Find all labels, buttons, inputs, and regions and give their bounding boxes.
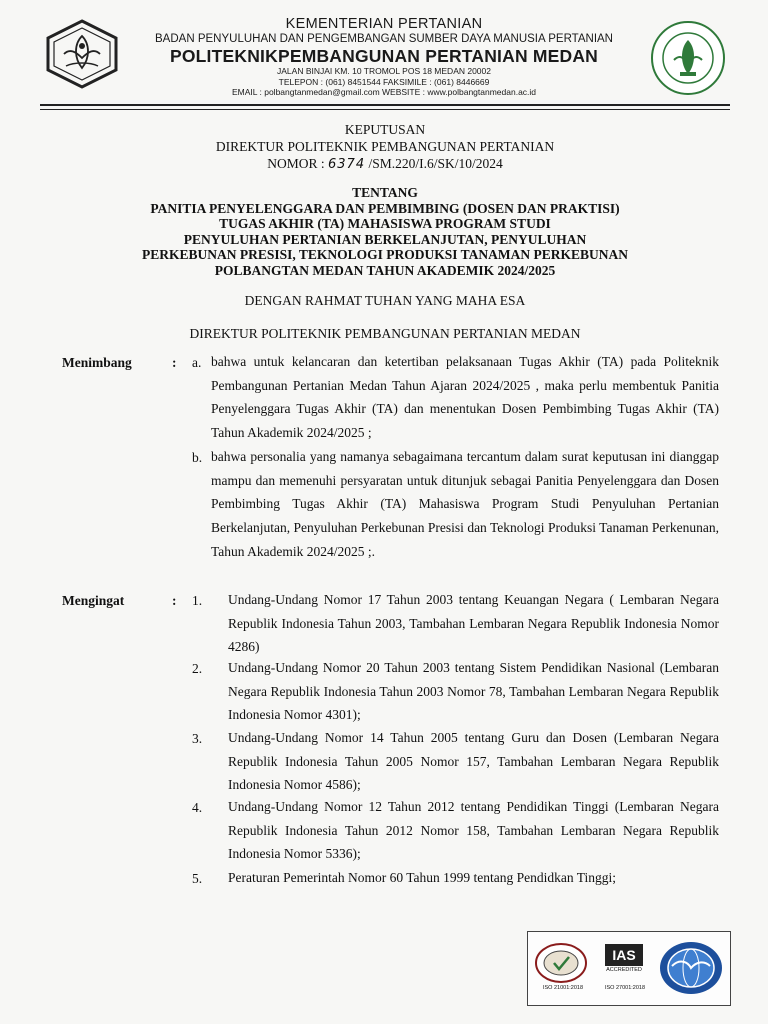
list-marker: 1. (192, 593, 203, 608)
letterhead (120, 16, 648, 98)
mengingat-colon: : (172, 593, 177, 608)
ias-caption: ISO 27001:2018 (604, 985, 646, 991)
list-marker: 5. (192, 871, 203, 886)
ministry-name: KEMENTERIAN PERTANIAN (285, 16, 483, 32)
list-marker: a. (192, 355, 202, 370)
title-line: TUGAS AKHIR (TA) MAHASISWA PROGRAM STUDI (219, 216, 551, 231)
email-website: EMAIL : polbangtanmedan@gmail.com WEBSITE : www.polbangtanmedan.ac.id (231, 87, 537, 97)
menimbang-item: bahwa personalia yang namanya sebagaimana tercantum dalam surat keputusan ini dianggap mampu dan memenuhi persyaratan untuk ditunjuk sebagai Panitia Penyelenggara dan Dosen Pembimbing Tugas Akhir (TA) Mahasiswa Program Studi Penyuluhan Pertanian Berkelanjutan, Penyuluhan Perkebunan Presisi dan Teknologi Produksi Tanaman Perkenunan, Tahun Akademik 2024/2025 ;. (211, 449, 719, 559)
ias-badge (605, 944, 643, 984)
list-marker: b. (192, 450, 203, 465)
institution-name: POLITEKNIKPEMBANGUNAN PERTANIAN MEDAN (169, 46, 599, 66)
blessing: DENGAN RAHMAT TUHAN YANG MAHA ESA (244, 293, 526, 308)
list-marker: 3. (192, 731, 203, 746)
title-line: PENYULUHAN PERTANIAN BERKELANJUTAN, PENYULUHAN (183, 231, 587, 247)
decree-number (60, 155, 710, 173)
mengingat-item: Undang-Undang Nomor 20 Tahun 2003 tentang Sistem Pendidikan Nasional (Lembaran Negara Republik Indonesia Tahun 2003 Nomor 78, Tambahan Lembaran Negara Republik Indonesia Nomor 4301); (228, 660, 719, 723)
polbangtan-seal (650, 20, 726, 96)
title-line: PANITIA PENYELENGGARA DAN PEMBIMBING (DOSEN DAN PRAKTISI) (150, 200, 620, 216)
number-suffix: /SM.220/I.6/SK/10/2024 (368, 156, 503, 171)
iso-badge (534, 942, 588, 984)
mengingat-item: Undang-Undang Nomor 14 Tahun 2005 tentang Guru dan Dosen (Lembaran Negara Republik Indonesia Tahun 2005 Nomor 157, Tambahan Lembaran Negara Republik Indonesia Nomor 4586); (228, 730, 719, 793)
ministry-logo (44, 18, 120, 90)
menimbang-item: bahwa untuk kelancaran dan ketertiban pelaksanaan Tugas Akhir (TA) pada Politeknik Pembangunan Pertanian Medan Tahun Ajaran 2024/2025 , maka perlu membentuk Panitia Penyelenggara Tugas Akhir (TA) dan menentukan Dosen Pembimbing Tugas Akhir (TA) Tahun Akademik 2024/2025 ; (211, 354, 719, 441)
director-title: DIREKTUR POLITEKNIK PEMBANGUNAN PERTANIAN MEDAN (189, 326, 581, 341)
about-label: TENTANG (352, 185, 418, 200)
ias-sub: ACCREDITED (606, 967, 642, 973)
ias-label: IAS (605, 944, 643, 966)
address: JALAN BINJAI KM. 10 TROMOL POS 18 MEDAN 20002 (277, 66, 491, 76)
phone-fax: TELEPON : (061) 8451544 FAKSIMILE : (061) 8446669 (278, 76, 490, 87)
mengingat-item: Peraturan Pemerintah Nomor 60 Tahun 1999 tentang Pendidkan Tinggi; (228, 870, 617, 885)
title-line: POLBANGTAN MEDAN TAHUN AKADEMIK 2024/2025 (214, 262, 556, 278)
menimbang-label: Menimbang (62, 355, 132, 370)
list-marker: 2. (192, 661, 203, 676)
decree-header (60, 121, 710, 173)
decree-heading: KEPUTUSAN (344, 122, 426, 137)
list-marker: 4. (192, 800, 203, 815)
mengingat-item: Undang-Undang Nomor 12 Tahun 2012 tentang Pendidikan Tinggi (Lembaran Negara Republik Indonesia Tahun 2012 Nomor 158, Tambahan Lembaran Negara Republik Indonesia Nomor 5336); (228, 799, 719, 862)
certification-box (527, 931, 731, 1006)
letterhead-rule-thin (40, 109, 730, 110)
title-line: PERKEBUNAN PRESISI, TEKNOLOGI PRODUKSI TANAMAN PERKEBUNAN (141, 247, 629, 262)
mengingat-label: Mengingat (62, 593, 125, 608)
menimbang-colon: : (172, 355, 177, 370)
handwritten-number: 6374 (328, 157, 366, 172)
number-prefix: NOMOR : (267, 156, 325, 171)
mengingat-item: Undang-Undang Nomor 17 Tahun 2003 tentang Keuangan Negara ( Lembaran Negara Republik Indonesia Tahun 2003, Tambahan Lembaran Negara Republik Indonesia Nomor 4286) (228, 592, 719, 655)
decree-issuer: DIREKTUR POLITEKNIK PEMBANGUNAN PERTANIAN (215, 139, 555, 154)
letterhead-rule-thick (40, 104, 730, 106)
agency-name: BADAN PENYULUHAN DAN PENGEMBANGAN SUMBER DAYA MANUSIA PERTANIAN (155, 33, 613, 45)
decree-title (60, 185, 710, 278)
kan-globe-icon (658, 940, 724, 996)
iso-caption: ISO 21001:2018 (542, 985, 584, 991)
